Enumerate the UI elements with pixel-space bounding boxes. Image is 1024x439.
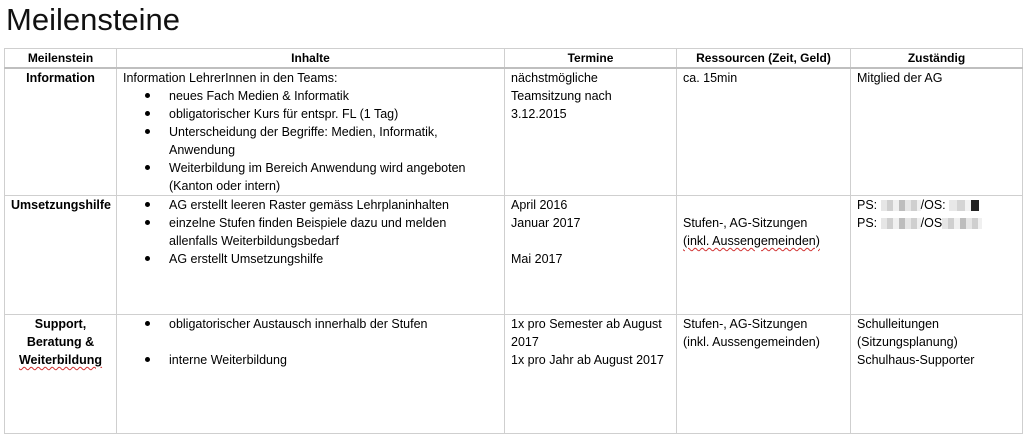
- list-item: Weiterbildung im Bereich Anwendung wird angeboten (Kanton oder intern): [169, 159, 498, 195]
- termine-text: Mai 2017: [511, 252, 563, 266]
- ressourcen-text: (inkl. Aussengemeinden): [683, 234, 820, 248]
- milestone-cell: [5, 315, 117, 434]
- header-row: [5, 49, 1023, 69]
- zustaendig-text: Mitglied der AG: [857, 71, 943, 85]
- milestone-cell: [5, 196, 117, 315]
- termine-spacer: [511, 232, 670, 250]
- termine-text: 1x pro Semester ab August 2017: [511, 317, 662, 349]
- header-termine: Termine: [505, 49, 677, 69]
- header-zustaendig: Zuständig: [851, 49, 1023, 69]
- zustaendig-mid: /OS: [920, 216, 943, 230]
- redacted-name: [942, 218, 982, 229]
- milestone-label: Beratung &: [26, 335, 95, 349]
- ressourcen-spacer: [683, 196, 844, 214]
- table-row: [5, 68, 1023, 196]
- inhalte-cell: [117, 315, 505, 434]
- ressourcen-text: Stufen-, AG-Sitzungen: [683, 216, 808, 230]
- zustaendig-mid: /OS:: [920, 198, 946, 212]
- inhalte-intro: Information LehrerInnen in den Teams:: [123, 71, 338, 85]
- list-item: obligatorischer Austausch innerhalb der Stufen: [169, 315, 498, 333]
- list-item: einzelne Stufen finden Beispiele dazu und melden allenfalls Weiterbildungsbedarf: [169, 214, 498, 250]
- header-inhalte: Inhalte: [117, 49, 505, 69]
- termine-cell: [505, 315, 677, 434]
- list-item: AG erstellt Umsetzungshilfe: [169, 250, 498, 268]
- zustaendig-cell: [851, 196, 1023, 315]
- zustaendig-cell: [851, 315, 1023, 434]
- inhalte-list: [123, 196, 498, 268]
- termine-text: 1x pro Jahr ab August 2017: [511, 353, 664, 367]
- list-item: AG erstellt leeren Raster gemäss Lehrplaninhalten: [169, 196, 498, 214]
- zustaendig-cell: [851, 68, 1023, 196]
- list-item: neues Fach Medien & Informatik: [169, 87, 498, 105]
- milestone-cell: [5, 68, 117, 196]
- zustaendig-prefix: PS:: [857, 216, 878, 230]
- header-ressourcen: Ressourcen (Zeit, Geld): [677, 49, 851, 69]
- list-item: interne Weiterbildung: [169, 351, 498, 369]
- termine-text: April 2016: [511, 198, 568, 212]
- inhalte-cell: [117, 68, 505, 196]
- ressourcen-text: (inkl. Aussengemeinden): [683, 335, 820, 349]
- table-row: [5, 315, 1023, 434]
- header-meilenstein: Meilenstein: [5, 49, 117, 69]
- ressourcen-cell: [677, 196, 851, 315]
- list-item: obligatorischer Kurs für entspr. FL (1 Tag): [169, 105, 498, 123]
- redacted-name: [881, 200, 921, 211]
- termine-cell: [505, 68, 677, 196]
- redacted-name: [949, 200, 989, 211]
- inhalte-list: [123, 87, 498, 195]
- zustaendig-line: [857, 214, 1016, 232]
- inhalte-list: [123, 315, 498, 369]
- milestone-label: Information: [26, 71, 95, 85]
- zustaendig-prefix: PS:: [857, 198, 878, 212]
- ressourcen-text: ca. 15min: [683, 71, 738, 85]
- list-item: Unterscheidung der Begriffe: Medien, Informatik, Anwendung: [169, 123, 498, 159]
- ressourcen-cell: [677, 68, 851, 196]
- list-spacer: [169, 333, 498, 351]
- redacted-name: [881, 218, 921, 229]
- ressourcen-cell: [677, 315, 851, 434]
- ressourcen-text: Stufen-, AG-Sitzungen: [683, 317, 808, 331]
- termine-cell: [505, 196, 677, 315]
- termine-text: nächstmögliche Teamsitzung nach 3.12.2015: [511, 71, 612, 121]
- termine-text: Januar 2017: [511, 216, 581, 230]
- page-title: Meilensteine: [6, 2, 181, 37]
- milestones-table: [4, 48, 1023, 434]
- zustaendig-line: [857, 196, 1016, 214]
- zustaendig-text: (Sitzungsplanung): [857, 335, 958, 349]
- zustaendig-text: Schulhaus-Supporter: [857, 353, 975, 367]
- table-row: [5, 196, 1023, 315]
- zustaendig-text: Schulleitungen: [857, 317, 940, 331]
- milestone-label: Umsetzungshilfe: [11, 198, 112, 212]
- milestone-label: Weiterbildung: [18, 353, 103, 367]
- milestone-label: Support,: [34, 317, 87, 331]
- inhalte-cell: [117, 196, 505, 315]
